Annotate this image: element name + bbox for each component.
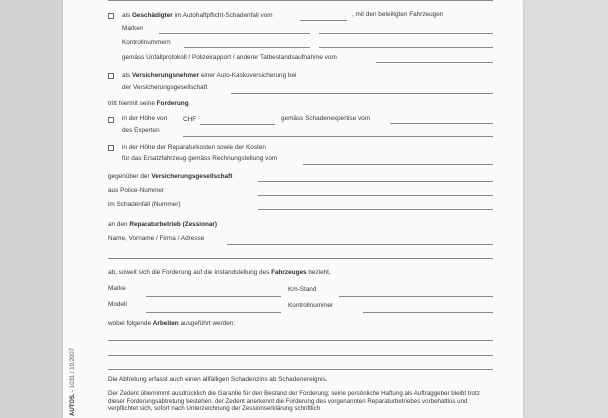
kontrollnummern-field-1[interactable] — [184, 47, 310, 48]
beteiligte-fahrzeuge-label: , mit den beteiligten Fahrzeugen — [352, 11, 444, 18]
kasko-gesellschaft-field[interactable] — [231, 93, 493, 94]
abtretung-text: Die Abtretung erfasst auch einen allfälligen Schadenzins ab Schadenereignis. — [108, 376, 328, 383]
modell-field[interactable] — [146, 312, 281, 313]
schadenexpertise-datum-field[interactable] — [390, 123, 493, 124]
ersatzfahrzeug-label: für das Ersatzfahrzeug gemäss Rechnungstellung vom — [122, 155, 278, 162]
tatbestandsaufnahme-datum-field[interactable] — [376, 62, 493, 63]
schadenfall-field[interactable] — [258, 209, 493, 210]
schadenfall-datum-field[interactable] — [300, 20, 347, 21]
marke-label: Marke — [108, 285, 126, 292]
reparaturbetrieb-label: an den Reparaturbetrieb (Zessionar) — [108, 221, 218, 228]
schadenexpertise-label: gemäss Schadenexpertise vom — [281, 115, 371, 122]
geschaedigter-label: als Geschädigter im Autohaftpflicht-Schadenfall vom — [122, 12, 273, 19]
name-label: Name, Vorname / Firma / Adresse — [108, 235, 205, 242]
marken-field-2[interactable] — [319, 33, 493, 34]
police-field[interactable] — [258, 195, 493, 196]
versicherungsnehmer-label: als Versicherungsnehmer einer Auto-Kaskoversicherung bei — [122, 72, 297, 79]
betrag-field[interactable] — [200, 124, 275, 125]
marken-label: Marken — [122, 25, 144, 32]
versicherungsgesellschaft-label: der Versicherungsgesellschaft — [122, 84, 208, 91]
kmstand-label: Km-Stand — [288, 286, 317, 293]
kontrollnummer-label: Kontrollnummer — [288, 302, 334, 309]
marke-field[interactable] — [146, 296, 281, 297]
experte-field[interactable] — [183, 136, 493, 137]
form-page — [63, 0, 523, 418]
geschaedigter-checkbox[interactable] — [108, 13, 114, 19]
tatbestandsaufnahme-label: gemäss Unfallprotokoll / Polizeirapport / anderer Tatbestandsaufnahme vom — [122, 54, 337, 61]
top-line — [108, 0, 493, 1]
gesellschaft-field[interactable] — [258, 181, 493, 182]
garantie-paragraph: Der Zedent übernimmt ausdrücklich die Garantie für den Bestand der Forderung; seine persönliche Haftung als Auftraggeber bleibt trotz dieser Forderungsabtretung bestehen. der Zedent anerkennt die Forderung des vorgenannten Reparaturbetriebes vorbehaltlos und verpflichtet sich, sofort nach Unterzeichnung der Zessionserklärung schriftlich — [108, 390, 480, 413]
modell-label: Modell — [108, 301, 127, 308]
fahrzeug-label: ab, soweit sich die Forderung auf die Instandstellung des Fahrzeuges bezieht, — [108, 269, 331, 276]
arbeiten-label: wobei folgende Arbeiten ausgeführt werden: — [108, 320, 236, 327]
reparaturkosten-checkbox[interactable] — [108, 145, 114, 151]
kontrollnummern-label: Kontrollnummern — [122, 39, 171, 46]
kmstand-field[interactable] — [339, 296, 493, 297]
marken-field-1[interactable] — [159, 33, 310, 34]
arbeiten-field-1[interactable] — [108, 340, 493, 341]
forderung-label: tritt hiermit seine Forderung — [108, 100, 189, 107]
gegenueber-label: gegenüber der Versicherungsgesellschaft — [108, 173, 233, 180]
kontrollnummer-field[interactable] — [363, 312, 493, 313]
hoehe-label: in der Höhe von — [122, 115, 168, 122]
background-edge — [523, 0, 608, 418]
schadenfall-label: im Schadenfall (Nummer) — [108, 201, 181, 208]
arbeiten-field-3[interactable] — [108, 369, 493, 370]
adresse-field[interactable] — [108, 258, 493, 259]
arbeiten-field-2[interactable] — [108, 355, 493, 356]
police-label: aus Police-Nummer — [108, 187, 165, 194]
versicherungsnehmer-checkbox[interactable] — [108, 73, 114, 79]
expertise-checkbox[interactable] — [108, 117, 114, 123]
form-number-label: AUTOS. - 1031 / 10.2007 — [70, 348, 76, 416]
kontrollnummern-field-2[interactable] — [319, 47, 493, 48]
experte-label: des Experten — [122, 127, 160, 134]
reparaturkosten-label: in der Höhe der Reparaturkosten sowie der Kosten — [122, 144, 266, 151]
rechnung-datum-field[interactable] — [303, 164, 493, 165]
chf-label: CHF — [183, 116, 197, 123]
name-field[interactable] — [227, 244, 493, 245]
